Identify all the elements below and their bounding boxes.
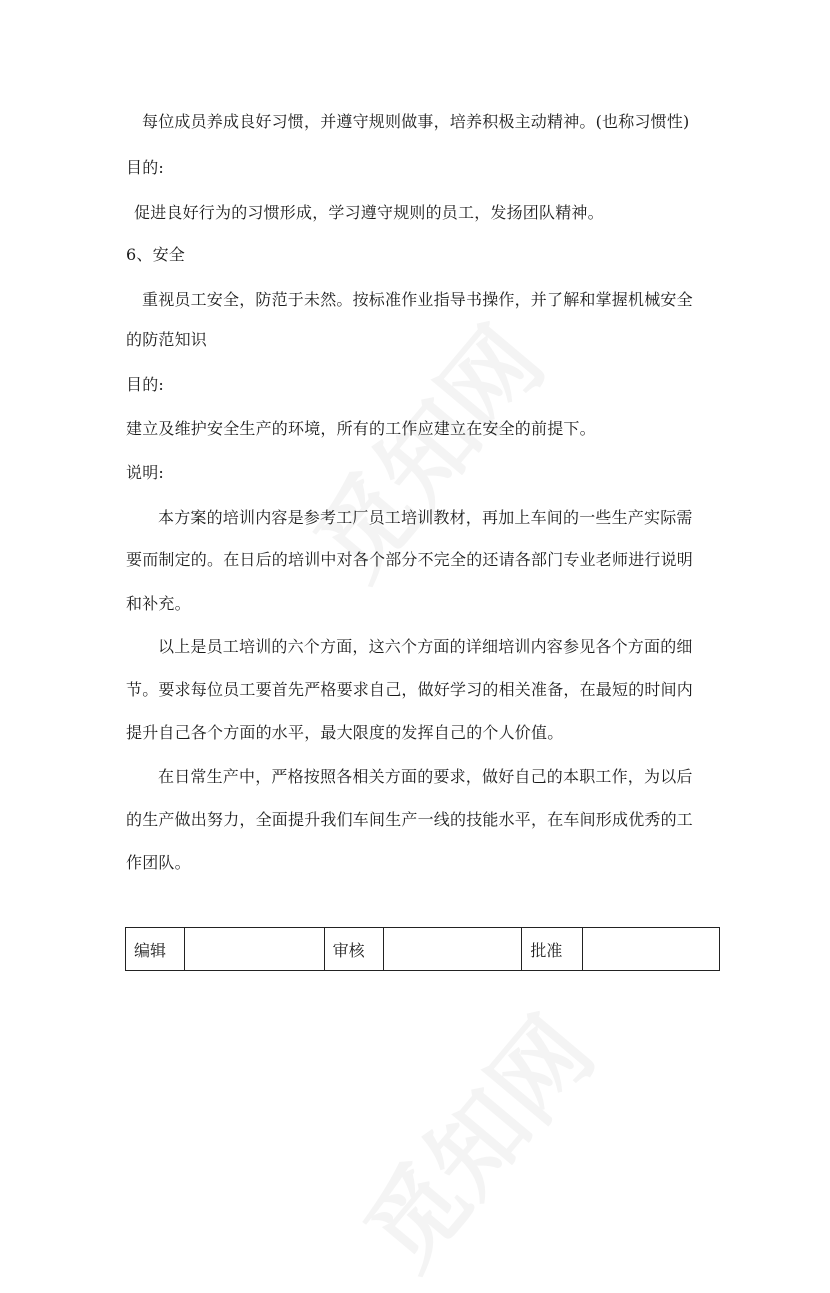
paragraph-line: 以上是员工培训的六个方面，这六个方面的详细培训内容参见各个方面的细 xyxy=(158,637,693,656)
approve-value-cell xyxy=(583,928,720,971)
signoff-row xyxy=(126,928,720,971)
paragraph-line: 重视员工安全，防范于未然。按标准作业指导书操作，并了解和掌握机械安全 xyxy=(142,290,693,309)
review-label: 审核 xyxy=(324,928,383,971)
paragraph-line: 的生产做出努力，全面提升我们车间生产一线的技能水平，在车间形成优秀的工 xyxy=(126,810,694,829)
paragraph-line: 每位成员养成良好习惯，并遵守规则做事，培养积极主动精神。(也称习惯性) xyxy=(142,112,690,131)
paragraph-line: 和补充。 xyxy=(126,594,191,613)
section-heading: 6、安全 xyxy=(126,245,185,264)
watermark xyxy=(329,984,619,1293)
section-label: 目的: xyxy=(126,375,164,394)
signoff-table xyxy=(125,927,720,971)
section-label: 说明: xyxy=(126,463,164,482)
paragraph-line: 要而制定的。在日后的培训中对各个部分不完全的还请各部门专业老师进行说明 xyxy=(126,550,694,569)
section-label: 目的: xyxy=(126,158,164,177)
paragraph-line: 在日常生产中，严格按照各相关方面的要求，做好自己的本职工作，为以后 xyxy=(158,767,693,786)
edit-label: 编辑 xyxy=(126,928,185,971)
paragraph-line: 建立及维护安全生产的环境，所有的工作应建立在安全的前提下。 xyxy=(126,419,596,438)
approve-label: 批准 xyxy=(522,928,583,971)
paragraph-line: 提升自己各个方面的水平，最大限度的发挥自己的个人价值。 xyxy=(126,723,564,742)
review-value-cell xyxy=(383,928,522,971)
paragraph-line: 的防范知识 xyxy=(126,330,208,349)
paragraph-line: 节。要求每位员工要首先严格要求自己，做好学习的相关准备，在最短的时间内 xyxy=(126,680,694,699)
edit-value-cell xyxy=(184,928,324,971)
paragraph-line: 促进良好行为的习惯形成，学习遵守规则的员工，发扬团队精神。 xyxy=(134,203,604,222)
paragraph-line: 本方案的培训内容是参考工厂员工培训教材，再加上车间的一些生产实际需 xyxy=(158,508,693,527)
paragraph-line: 作团队。 xyxy=(126,853,191,872)
